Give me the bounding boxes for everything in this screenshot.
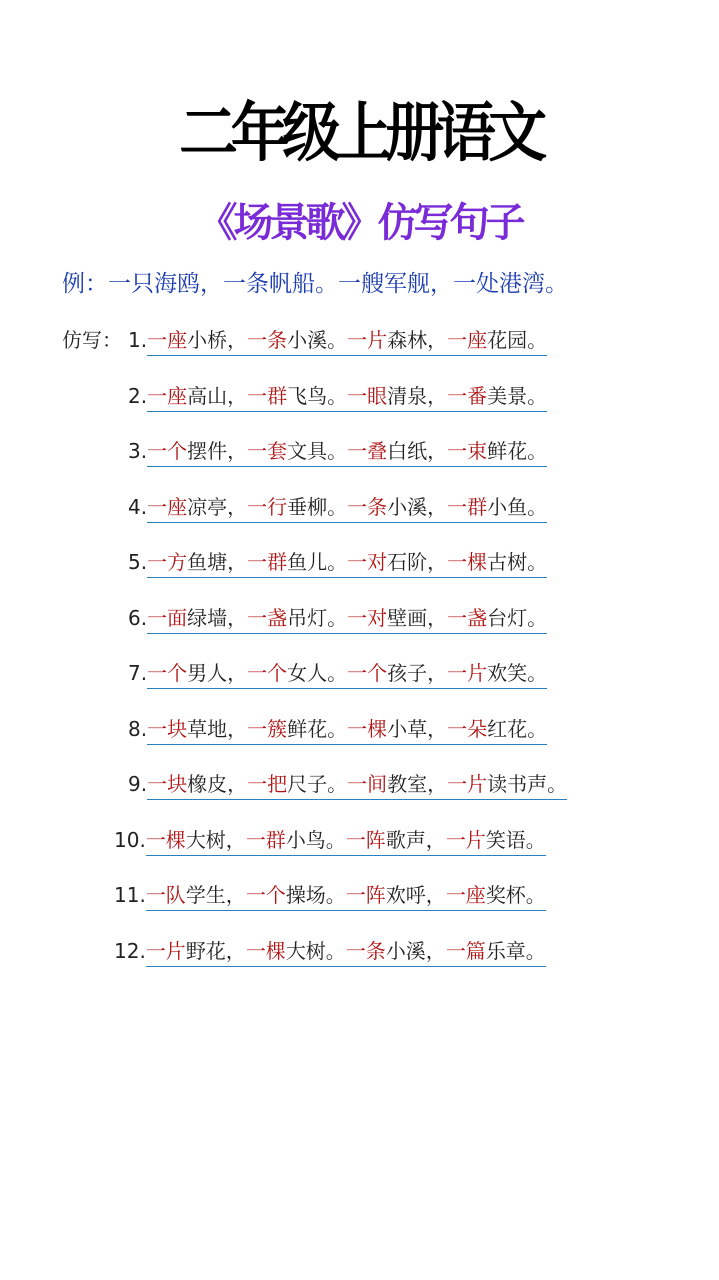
noun-text: 白纸， bbox=[387, 439, 448, 463]
measure-word: 一棵 bbox=[447, 550, 488, 574]
row-number: 3. bbox=[128, 439, 148, 463]
row-number: 8. bbox=[128, 716, 148, 741]
noun-text: 石阶， bbox=[387, 550, 448, 574]
measure-word: 一个 bbox=[347, 661, 388, 685]
noun-text: 红花。 bbox=[487, 716, 548, 741]
noun-text: 大树， bbox=[185, 827, 246, 852]
row-sentence bbox=[147, 658, 547, 689]
measure-word: 一座 bbox=[147, 494, 188, 519]
measure-word: 一叠 bbox=[347, 439, 388, 463]
row-sentence bbox=[147, 714, 547, 745]
imitation-row bbox=[128, 322, 547, 358]
measure-word: 一群 bbox=[245, 827, 286, 852]
noun-text: 欢呼， bbox=[385, 883, 446, 907]
measure-word: 一片 bbox=[447, 772, 488, 796]
measure-word: 一座 bbox=[147, 383, 188, 408]
row-sentence bbox=[147, 436, 547, 467]
measure-word: 一条 bbox=[247, 328, 288, 352]
measure-word: 一队 bbox=[145, 883, 186, 907]
imitation-row bbox=[128, 655, 547, 691]
row-sentence bbox=[146, 936, 546, 967]
noun-text: 古树。 bbox=[487, 550, 548, 574]
noun-text: 大树。 bbox=[285, 938, 346, 963]
measure-word: 一座 bbox=[445, 883, 486, 907]
imitation-row bbox=[128, 378, 547, 414]
noun-text: 歌声， bbox=[385, 827, 446, 852]
noun-text: 孩子， bbox=[387, 661, 448, 685]
row-sentence bbox=[147, 769, 567, 800]
noun-text: 操场。 bbox=[285, 883, 346, 907]
measure-word: 一个 bbox=[147, 439, 188, 463]
noun-text: 清泉， bbox=[387, 383, 448, 408]
noun-text: 小草， bbox=[387, 716, 448, 741]
noun-text: 小溪。 bbox=[287, 328, 348, 352]
measure-word: 一个 bbox=[247, 661, 288, 685]
noun-text: 高山， bbox=[187, 383, 248, 408]
row-number: 9. bbox=[128, 772, 148, 796]
imitation-row bbox=[128, 544, 547, 580]
noun-text: 垂柳。 bbox=[287, 494, 348, 519]
measure-word: 一把 bbox=[247, 772, 288, 796]
noun-text: 教室， bbox=[387, 772, 448, 796]
row-number: 2. bbox=[128, 383, 148, 408]
measure-word: 一片 bbox=[447, 661, 488, 685]
noun-text: 尺子。 bbox=[287, 772, 348, 796]
noun-text: 读书声。 bbox=[487, 772, 568, 796]
row-sentence bbox=[147, 381, 547, 412]
noun-text: 文具。 bbox=[287, 439, 348, 463]
measure-word: 一簇 bbox=[247, 716, 288, 741]
measure-word: 一阵 bbox=[345, 883, 386, 907]
noun-text: 森林， bbox=[387, 328, 448, 352]
measure-word: 一阵 bbox=[345, 827, 386, 852]
imitation-label: 仿写： bbox=[62, 328, 122, 352]
noun-text: 女人。 bbox=[287, 661, 348, 685]
imitation-row bbox=[114, 933, 546, 969]
noun-text: 小鱼。 bbox=[487, 494, 548, 519]
measure-word: 一座 bbox=[147, 328, 188, 352]
row-sentence bbox=[147, 492, 547, 523]
row-number: 10. bbox=[114, 827, 146, 852]
page-subtitle: 《场景歌》仿写句子 bbox=[197, 200, 522, 246]
imitation-row bbox=[114, 822, 546, 858]
measure-word: 一个 bbox=[147, 661, 188, 685]
measure-word: 一群 bbox=[247, 550, 288, 574]
noun-text: 小溪， bbox=[385, 938, 446, 963]
measure-word: 一片 bbox=[445, 827, 486, 852]
row-sentence bbox=[147, 603, 547, 634]
imitation-row bbox=[128, 766, 567, 802]
noun-text: 男人， bbox=[187, 661, 248, 685]
row-number: 12. bbox=[114, 938, 146, 963]
noun-text: 奖杯。 bbox=[485, 883, 546, 907]
noun-text: 鱼儿。 bbox=[287, 550, 348, 574]
measure-word: 一片 bbox=[347, 328, 388, 352]
noun-text: 小鸟。 bbox=[285, 827, 346, 852]
noun-text: 凉亭， bbox=[187, 494, 248, 519]
measure-word: 一条 bbox=[345, 938, 386, 963]
noun-text: 飞鸟。 bbox=[287, 383, 348, 408]
measure-word: 一对 bbox=[347, 550, 388, 574]
measure-word: 一群 bbox=[247, 383, 288, 408]
measure-word: 一块 bbox=[147, 772, 188, 796]
measure-word: 一番 bbox=[447, 383, 488, 408]
row-number: 11. bbox=[114, 883, 146, 907]
measure-word: 一棵 bbox=[347, 716, 388, 741]
noun-text: 美景。 bbox=[487, 383, 548, 408]
measure-word: 一群 bbox=[447, 494, 488, 519]
row-number: 1. bbox=[128, 328, 148, 352]
measure-word: 一束 bbox=[447, 439, 488, 463]
imitation-row bbox=[128, 711, 547, 747]
measure-word: 一条 bbox=[347, 494, 388, 519]
noun-text: 吊灯。 bbox=[287, 605, 348, 630]
imitation-row bbox=[128, 489, 547, 525]
noun-text: 鲜花。 bbox=[287, 716, 348, 741]
page-title: 二年级上册语文 bbox=[179, 97, 540, 171]
noun-text: 乐章。 bbox=[485, 938, 546, 963]
noun-text: 欢笑。 bbox=[487, 661, 548, 685]
noun-text: 笑语。 bbox=[485, 827, 546, 852]
row-number: 4. bbox=[128, 494, 148, 519]
measure-word: 一个 bbox=[245, 883, 286, 907]
row-sentence bbox=[147, 325, 547, 356]
imitation-row bbox=[128, 600, 547, 636]
noun-text: 鲜花。 bbox=[487, 439, 548, 463]
row-number: 6. bbox=[128, 605, 148, 630]
measure-word: 一方 bbox=[147, 550, 188, 574]
noun-text: 摆件， bbox=[187, 439, 248, 463]
noun-text: 壁画， bbox=[387, 605, 448, 630]
row-sentence bbox=[146, 880, 546, 911]
row-number: 7. bbox=[128, 661, 148, 685]
row-number: 5. bbox=[128, 550, 148, 574]
measure-word: 一盏 bbox=[447, 605, 488, 630]
noun-text: 小溪， bbox=[387, 494, 448, 519]
noun-text: 野花， bbox=[185, 938, 246, 963]
imitation-row bbox=[114, 877, 546, 913]
measure-word: 一套 bbox=[247, 439, 288, 463]
noun-text: 橡皮， bbox=[187, 772, 248, 796]
measure-word: 一间 bbox=[347, 772, 388, 796]
noun-text: 绿墙， bbox=[187, 605, 248, 630]
measure-word: 一棵 bbox=[245, 938, 286, 963]
measure-word: 一篇 bbox=[445, 938, 486, 963]
imitation-row bbox=[128, 433, 547, 469]
row-sentence bbox=[146, 825, 546, 856]
measure-word: 一片 bbox=[145, 938, 186, 963]
measure-word: 一棵 bbox=[145, 827, 186, 852]
noun-text: 花园。 bbox=[487, 328, 548, 352]
measure-word: 一对 bbox=[347, 605, 388, 630]
noun-text: 台灯。 bbox=[487, 605, 548, 630]
measure-word: 一面 bbox=[147, 605, 188, 630]
row-sentence bbox=[147, 547, 547, 578]
measure-word: 一块 bbox=[147, 716, 188, 741]
noun-text: 草地， bbox=[187, 716, 248, 741]
measure-word: 一眼 bbox=[347, 383, 388, 408]
measure-word: 一行 bbox=[247, 494, 288, 519]
measure-word: 一盏 bbox=[247, 605, 288, 630]
noun-text: 小桥， bbox=[187, 328, 248, 352]
noun-text: 鱼塘， bbox=[187, 550, 248, 574]
measure-word: 一朵 bbox=[447, 716, 488, 741]
example-sentence: 例：一只海鸥，一条帆船。一艘军舰，一处港湾。 bbox=[62, 271, 568, 297]
noun-text: 学生， bbox=[185, 883, 246, 907]
measure-word: 一座 bbox=[447, 328, 488, 352]
